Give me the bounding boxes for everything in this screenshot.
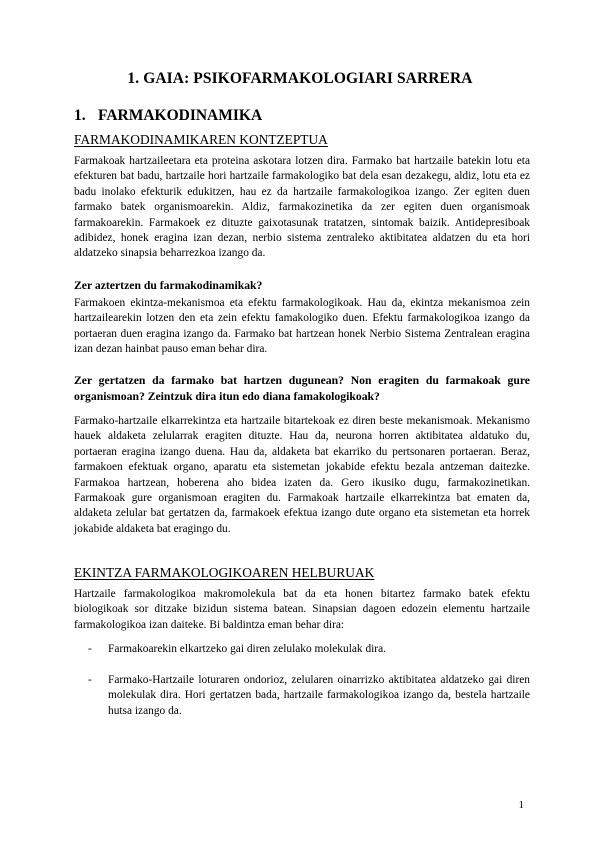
document-title: 1. GAIA: PSIKOFARMAKOLOGIARI SARRERA [127, 70, 473, 87]
objectives-paragraph: Hartzaile farmakologikoa makromolekula bat da eta honen bitartez farmako batek efektu biologikoak sor ditzake bizidun sistema batean. Sinapsian dagoen edozein elementu hartzaile farmakologikoa izan daiteke. Bi baldintza eman behar dira: [74, 588, 530, 631]
section-title: FARMAKODINAMIKA [98, 107, 263, 124]
question-answer-1: Farmakoen ekintza-mekanismoa eta efektu farmakologikoak. Hau da, ekintza mekanismoa zein hartzailearekin lotzen den eta zein efektu famakologiko duen. Efektu farmakologikoa izango da portaeran duen eragina izango da. Farmako bat hartzean honek Nerbio Sistema Zentralean eragina izan dezan hainbat pauso eman behar dira. [74, 297, 530, 356]
list-item [74, 673, 530, 719]
subsection-heading-objectives: EKINTZA FARMAKOLOGIKOAREN HELBURUAK [74, 565, 375, 580]
list-item [74, 642, 530, 657]
list-bullet: - [88, 643, 92, 655]
subsection-heading-concept: FARMAKODINAMIKAREN KONTZEPTUA [74, 132, 328, 147]
question-heading-1: Zer aztertzen du farmakodinamikak? [74, 279, 263, 292]
concept-paragraph: Farmakoak hartzaileetara eta proteina askotara lotzen dira. Farmako bat hartzaile batekin lotu eta efekturen bat badu, hartzaile hori hartzaile farmakologiko bat dela esan dezakegu, aldiz, lotu eta ez badu inolako efekturik edukitzen, hau ez da hartzaile farmakologikoa izango. Zer egiten duen farmako batek organismoarekin. Aldiz, farmakozinetika da zer egiten duen organismoak farmakoarekin. Farmakoek ez dituzte gaixotasunak tratatzen, sintomak baizik. Antidepresiboak adibidez, honek eragina izan dezan, nerbio sistema zentraleko aktibitatea aldatzen du eta hori aldatzeko sinapsia beharrezkoa izango da. [74, 155, 530, 260]
list-item-text: Farmako-Hartzaile loturaren ondorioz, zelularen oinarrizko aktibitatea aldatzeko gai diren molekulak dira. Hori gertatzen bada, hartzaile farmakologikoa izango da, bestela hartzaile hutsa izango da. [108, 674, 530, 717]
list-item-text: Farmakoarekin elkartzeko gai diren zelulako molekulak dira. [108, 643, 387, 655]
section-number: 1. [74, 107, 86, 124]
page-number: 1 [518, 799, 524, 811]
question-answer-2: Farmako-hartzaile elkarrekintza eta hartzaile bitartekoak ez diren beste mekanismoak. Mekanismo hauek aldaketa zelularrak eragiten dituzte. Hau da, neurona horren aktibitatea aldatuko du, portaeran eragina izango duena. Hau da, aldaketa bat ekarriko du pertsonaren portaeran. Beraz, farmakoen efektuak organo, aparatu eta sistemetan jokabide efektu bezala antzeman daitezke. Farmakoa hartzean, hoberena aho bidea izaten da. Gero ikusiko dugu, farmakozinetikan. Farmakoak gure organismoan eragiten du. Farmakoak hartzaile elkarrekintza bat ematen da, aldaketa zelular bat gertatzen da, farmakoek efektua izango dute organo eta sistemetan eta horrek jokabide aldaketa bat eragingo du. [74, 415, 530, 535]
section-heading [74, 107, 262, 125]
list-bullet: - [88, 674, 92, 686]
question-heading-2: Zer gertatzen da farmako bat hartzen dugunean? Non eragiten du farmakoak gure organismoan? Zeintzuk dira itun edo diana famakologikoak? [74, 374, 530, 403]
